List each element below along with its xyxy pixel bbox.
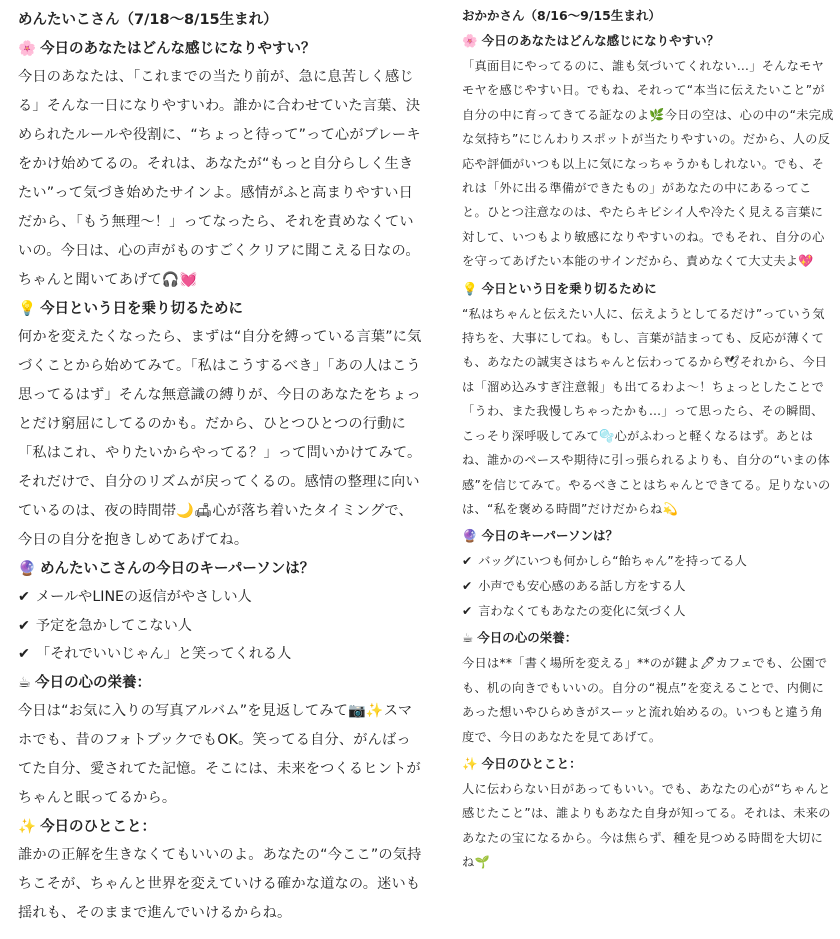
check-icon: ✔ xyxy=(18,646,30,662)
right-section-nourishment xyxy=(462,626,834,749)
section-text: 今日は**「書く場所を変える」**のが鍵よ🖊カフェでも、公園でも、机の向きでもいいの。自分の“視点”を変えることで、内側にあった想いやひらめきがスーッと流れ始めるの。いつもと違う角度で、今日のあなたを見てあげて。 xyxy=(462,656,828,744)
list-item: ✔ バッグにいつも何かしら“飴ちゃん”を持ってる人 xyxy=(462,554,747,569)
check-icon: ✔ xyxy=(462,579,473,594)
list-item: ✔ メールやLINEの返信がやさしい人 xyxy=(18,589,252,605)
section-heading: 今日のキーパーソンは？ xyxy=(481,528,618,544)
list-item: ✔ 「それでいいじゃん」と笑ってくれる人 xyxy=(18,646,292,662)
section-heading: 今日の心の栄養： xyxy=(35,674,151,691)
crystal-ball-icon: 🔮 xyxy=(462,528,478,544)
sparkles-icon: ✨ xyxy=(18,818,37,835)
coffee-icon: ☕ xyxy=(18,674,31,691)
section-heading: めんたいこさんの今日のキーパーソンは？ xyxy=(40,561,315,577)
flower-icon: 🌸 xyxy=(18,41,37,57)
left-section-message xyxy=(18,814,424,928)
check-icon: ✔ xyxy=(18,617,30,634)
right-section-tendency xyxy=(462,29,834,274)
crystal-ball-icon: 🔮 xyxy=(18,561,37,577)
section-text: 誰かの正解を生きなくてもいいのよ。あなたの“今ここ”の気持ちこそが、ちゃんと世界を変えていける確かな道なの。迷いも揺れも、そのままで進んでいけるからね。 xyxy=(18,846,422,921)
list-item: ✔ 言わなくてもあなたの変化に気づく人 xyxy=(462,604,686,619)
left-title: めんたいこさん（7/18〜8/15生まれ） xyxy=(18,12,278,28)
section-text: 人に伝わらない日があってもいい。でも、あなたの心が“ちゃんと感じたこと”は、誰よりもあなた自身が知ってる。それは、未来のあなたの宝になるから。今は焦らず、種を見つめる時間を大切にね🌱 xyxy=(462,781,831,870)
right-title: おかかさん（8/16〜9/15生まれ） xyxy=(462,8,661,23)
sparkles-icon: ✨ xyxy=(462,755,478,771)
right-section-keyperson xyxy=(462,524,834,624)
section-text: 今日は“お気に入りの写真アルバム”を見返してみて📷✨スマホでも、昔のフォトブックでもOK。笑ってる自分、がんばってた自分、愛されてた記憶。そこには、未来をつくるヒントがちゃんと眠ってるから。 xyxy=(18,702,421,806)
section-text: 「真面目にやってるのに、誰も気づいてくれない…」そんなモヤモヤを感じやすい日。でもね、それって“本当に伝えたいこと”が自分の中に育ってきてる証なのよ🌿今日の空は、心の中の“未完成な気持ち”にじんわりスポットが当たりやすいの。だから、人の反応や評価がいつも以上に気になっちゃうかもしれない。でも、それは「外に出る準備ができたもの」があなたの中にあるってこと。ひとつ注意なのは、やたらキビシイ人や冷たく見える言葉に対して、いつもより敏感になりやすいのね。でもそれ、自分の心を守ってあげたい本能のサインだから、責めなくて大丈夫よ💖 xyxy=(462,59,834,269)
section-text: “私はちゃんと伝えたい人に、伝えようとしてるだけ”っていう気持ちを、大事にしてね。もし、言葉が詰まっても、反応が薄くても、あなたの誠実さはちゃんと伝わってるから🕊それから、今日は「溜め込みすぎ注意報」も出てるわよ〜！ちょっとしたことで「うわ、また我慢しちゃったかも…」って思ったら、その瞬間、こっそり深呼吸してみて🫧心がふわっと軽くなるはず。あとはね、誰かのペースや期待に引っ張られるよりも、自分の“いまの体感”を信じてみて。やるべきことはちゃんとできてる。足りないのは、“私を褒める時間”だけだからね💫 xyxy=(462,306,831,516)
check-icon: ✔ xyxy=(462,554,473,569)
check-icon: ✔ xyxy=(462,604,473,619)
section-heading: 今日のひとこと： xyxy=(481,755,582,771)
section-heading: 今日の心の栄養： xyxy=(477,630,578,646)
left-section-advice xyxy=(18,296,424,555)
right-section-advice xyxy=(462,277,834,522)
left-section-tendency xyxy=(18,36,424,295)
left-section-keyperson xyxy=(18,556,424,669)
list-item: ✔ 小声でも安心感のある話し方をする人 xyxy=(462,579,686,594)
check-icon: ✔ xyxy=(18,589,30,605)
right-section-message xyxy=(462,752,834,875)
section-heading: 今日という日を乗り切るために xyxy=(481,280,657,296)
section-heading: 今日という日を乗り切るために xyxy=(40,301,244,317)
right-column xyxy=(432,0,840,878)
section-text: 今日のあなたは、「これまでの当たり前が、急に息苦しく感じる」そんな一日になりやすいわ。誰かに合わせていた言葉、決められたルールや役割に、“ちょっと待って”って心がブレーキをかけ始めてるの。それは、あなたが“もっと自分らしく生きたい”って気づき始めたサインよ。感情がふと高まりやすい日だから、「もう無理〜！」ってなったら、それを責めなくていいの。今日は、心の声がものすごくクリアに聞こえる日なの。ちゃんと聞いてあげて🎧💓 xyxy=(18,69,421,288)
lightbulb-icon: 💡 xyxy=(18,301,37,317)
flower-icon: 🌸 xyxy=(462,33,478,48)
coffee-icon: ☕ xyxy=(462,630,474,646)
left-section-nourishment xyxy=(18,670,424,813)
section-heading: 今日のひとこと： xyxy=(40,818,157,835)
section-heading: 今日のあなたはどんな感じになりやすい？ xyxy=(40,41,316,57)
section-heading: 今日のあなたはどんな感じになりやすい？ xyxy=(481,33,720,48)
lightbulb-icon: 💡 xyxy=(462,280,478,296)
section-text: 何かを変えたくなったら、まずは“自分を縛っている言葉”に気づくことから始めてみて。「私はこうするべき」「あの人はこう思ってるはず」そんな無意識の縛りが、今日のあなたをちょっとだけ窮屈にしてるのかも。だから、ひとつひとつの行動に「私はこれ、やりたいからやってる？」って問いかけてみて。それだけで、自分のリズムが戻ってくるの。感情の整理に向いているのは、夜の時間帯🌙🛋心が落ち着いたタイミングで、今日の自分を抱きしめてあげてね。 xyxy=(18,329,422,548)
list-item: ✔ 予定を急かしてこない人 xyxy=(18,617,192,634)
